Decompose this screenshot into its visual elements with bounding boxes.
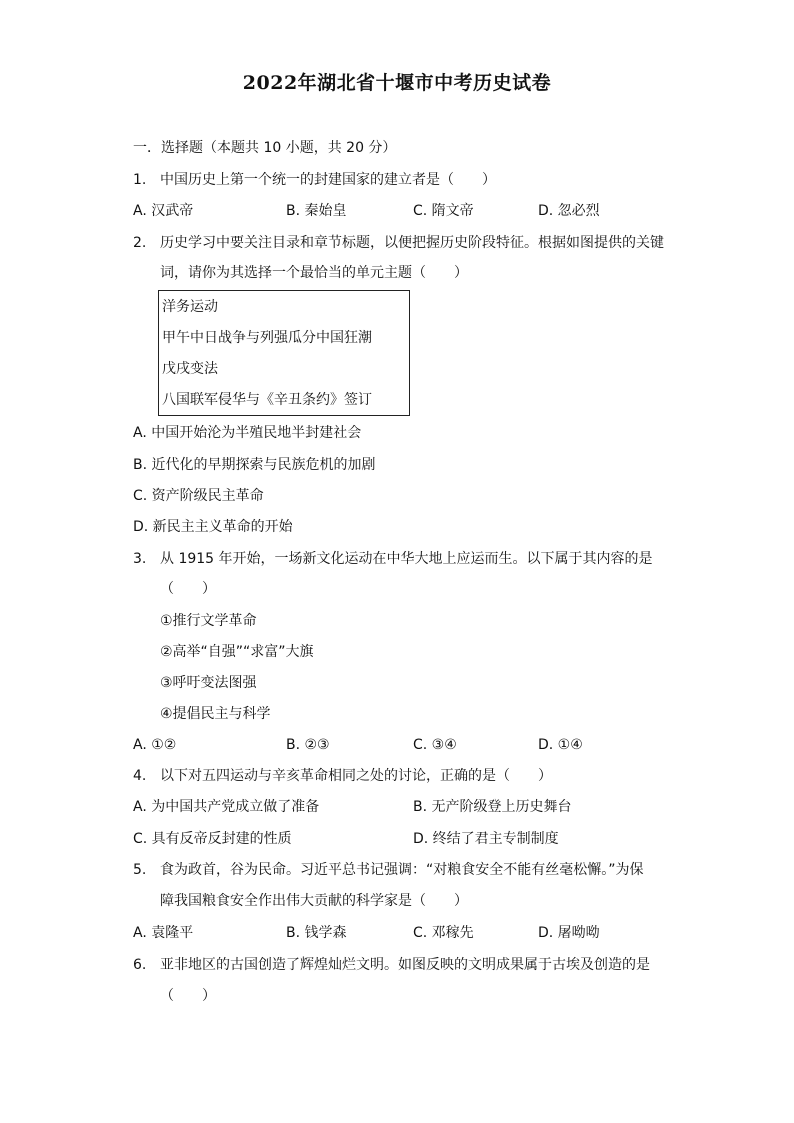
question-2-option-c: C. 资产阶级民主革命	[133, 488, 264, 504]
question-6-text-line-2: （ ）	[160, 988, 216, 1004]
question-4-number: 4.	[133, 768, 147, 784]
keyword-item: 戊戌变法	[162, 361, 218, 377]
question-3-option-c: C. ③④	[413, 737, 457, 753]
question-3-option-a: A. ①②	[133, 737, 177, 753]
question-1-text: 中国历史上第一个统一的封建国家的建立者是（ ）	[160, 172, 496, 188]
question-3-option-d: D. ①④	[538, 737, 583, 753]
question-4-option-c: C. 具有反帝反封建的性质	[133, 831, 292, 847]
question-4-option-b: B. 无产阶级登上历史舞台	[413, 799, 572, 815]
question-3-text-line-1: 从 1915 年开始，一场新文化运动在中华大地上应运而生。以下属于其内容的是	[160, 551, 653, 567]
question-3-number: 3.	[133, 551, 147, 567]
question-1-option-a: A. 汉武帝	[133, 203, 194, 219]
question-2-number: 2.	[133, 235, 147, 251]
question-3-item-4: ④提倡民主与科学	[160, 706, 271, 722]
question-2-option-b: B. 近代化的早期探索与民族危机的加剧	[133, 457, 376, 473]
keyword-item: 甲午中日战争与列强瓜分中国狂潮	[162, 330, 372, 346]
exam-title: 2022年湖北省十堰市中考历史试卷	[242, 72, 552, 94]
question-5-text-line-1: 食为政首，谷为民命。习近平总书记强调：“对粮食安全不能有丝毫松懈。”为保	[160, 862, 644, 878]
question-2-option-d: D. 新民主主义革命的开始	[133, 519, 293, 535]
question-5-option-a: A. 袁隆平	[133, 925, 194, 941]
question-1-option-d: D. 忽必烈	[538, 203, 600, 219]
question-3-text-line-2: （ ）	[160, 581, 216, 597]
question-3-item-1: ①推行文学革命	[160, 613, 257, 629]
question-5-text-line-2: 障我国粮食安全作出伟大贡献的科学家是（ ）	[160, 893, 468, 909]
question-3-option-b: B. ②③	[286, 737, 330, 753]
question-5-number: 5.	[133, 862, 147, 878]
question-4-option-d: D. 终结了君主专制制度	[413, 831, 559, 847]
keyword-item: 洋务运动	[162, 299, 218, 315]
question-5-option-b: B. 钱学森	[286, 925, 347, 941]
keyword-box	[158, 290, 410, 416]
question-5-option-c: C. 邓稼先	[413, 925, 474, 941]
question-4-option-a: A. 为中国共产党成立做了准备	[133, 799, 320, 815]
question-6-text-line-1: 亚非地区的古国创造了辉煌灿烂文明。如图反映的文明成果属于古埃及创造的是	[160, 957, 650, 973]
keyword-item: 八国联军侵华与《辛丑条约》签订	[162, 392, 372, 408]
question-1-option-b: B. 秦始皇	[286, 203, 347, 219]
question-3-item-2: ②高举“自强”“求富”大旗	[160, 644, 314, 660]
question-1-number: 1.	[133, 172, 147, 188]
question-6-number: 6.	[133, 957, 147, 973]
question-1-option-c: C. 隋文帝	[413, 203, 474, 219]
question-3-item-3: ③呼吁变法图强	[160, 675, 257, 691]
question-2-text-line-1: 历史学习中要关注目录和章节标题，以便把握历史阶段特征。根据如图提供的关键	[160, 235, 664, 251]
question-2-option-a: A. 中国开始沦为半殖民地半封建社会	[133, 425, 362, 441]
question-2-text-line-2: 词，请你为其选择一个最恰当的单元主题（ ）	[160, 265, 468, 281]
section-heading: 一．选择题（本题共 10 小题，共 20 分）	[133, 140, 397, 156]
question-5-option-d: D. 屠呦呦	[538, 925, 600, 941]
question-4-text: 以下对五四运动与辛亥革命相同之处的讨论，正确的是（ ）	[160, 768, 552, 784]
